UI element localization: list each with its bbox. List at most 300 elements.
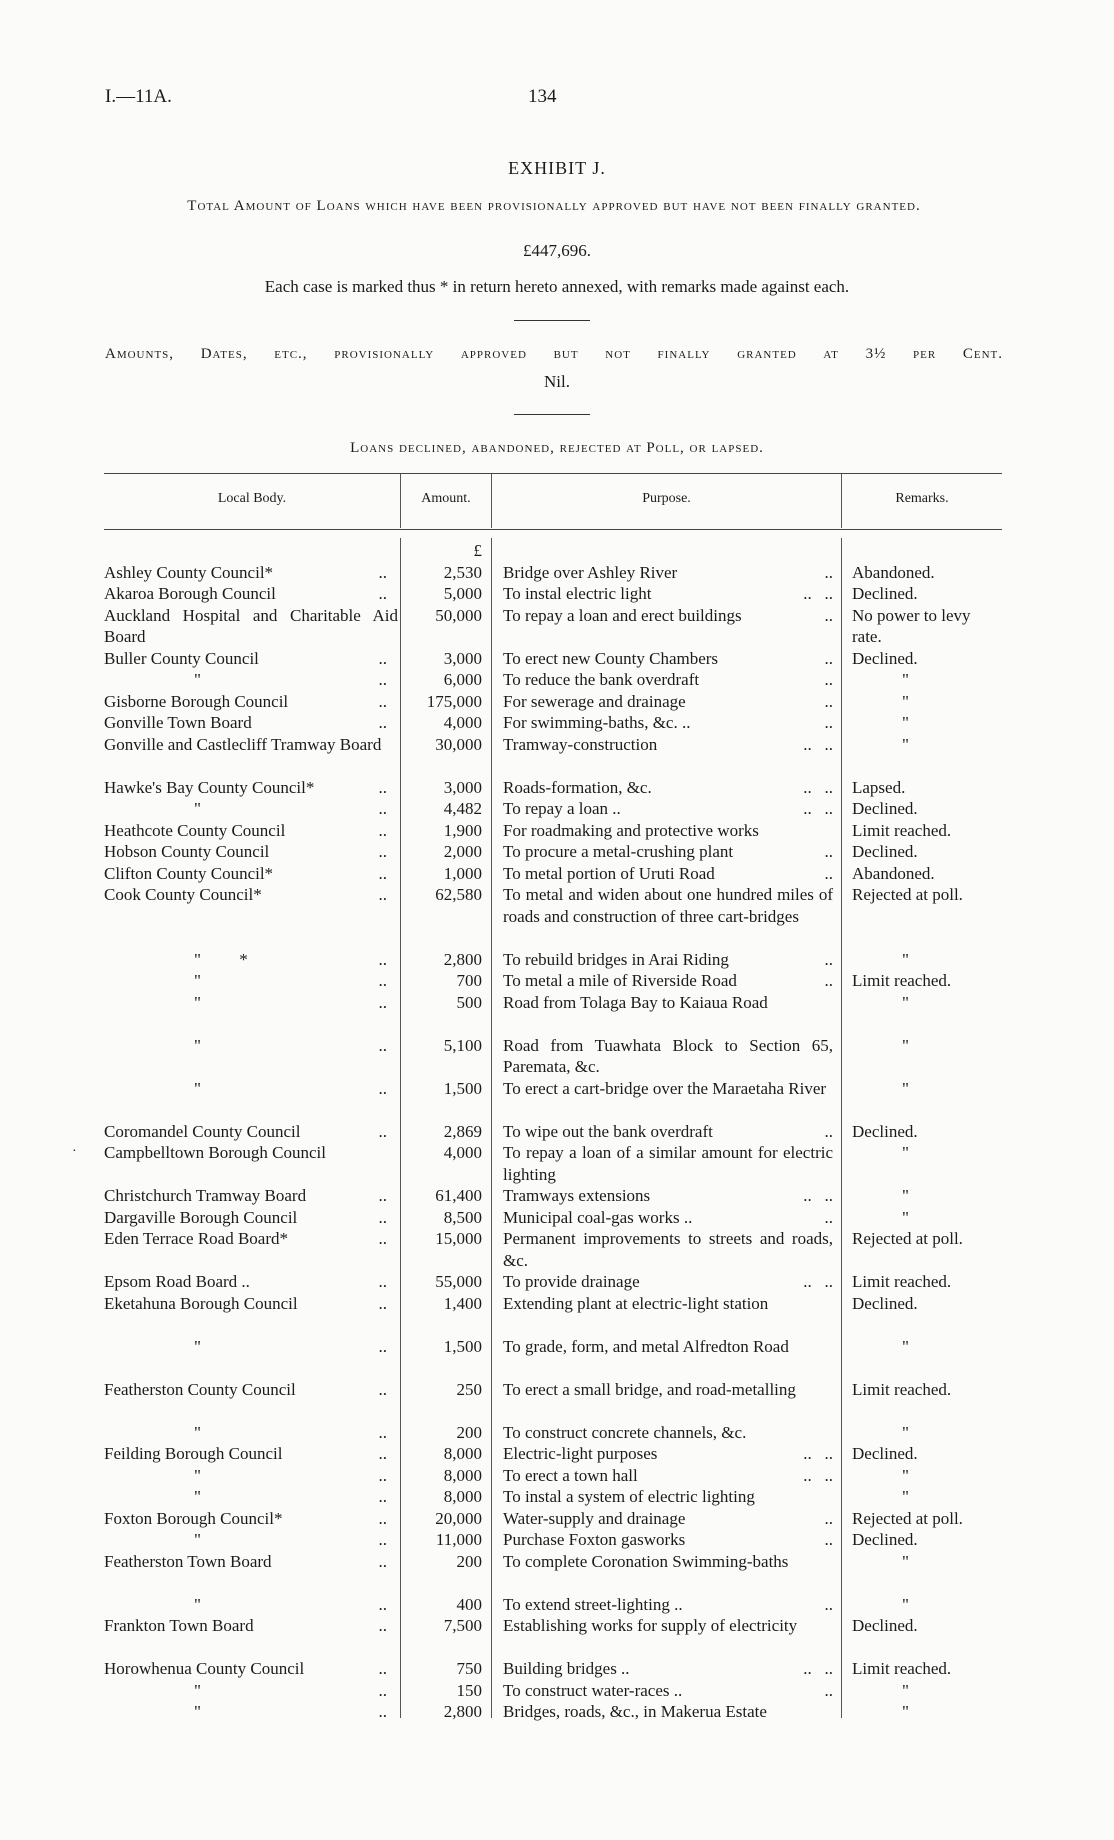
purpose-cell (503, 1615, 833, 1637)
local-body-cell (104, 1529, 395, 1551)
margin-mark: · (72, 1144, 77, 1159)
leader-dots: .. (378, 1035, 387, 1055)
leader-dots: .. (824, 1207, 833, 1227)
local-body-cell (104, 992, 395, 1014)
purpose-cell (503, 1207, 833, 1229)
purpose-text: To metal a mile of Riverside Road (503, 971, 737, 990)
leader-dots: .. (378, 1530, 387, 1549)
remarks-text: " (902, 1207, 909, 1227)
table-row (0, 1336, 1114, 1379)
leader-dots: .. (824, 1594, 833, 1614)
table-row (0, 1486, 1114, 1508)
remarks-text: Declined. (852, 1530, 918, 1549)
leader-dots: .. (378, 949, 387, 969)
leader-dots: .. (378, 1659, 387, 1678)
local-body-name: Hawke's Bay County Council* (104, 777, 315, 797)
amount-cell: 400 (456, 1594, 482, 1614)
remarks-cell (852, 1293, 1002, 1315)
amount-cell: 50,000 (435, 605, 482, 625)
purpose-text: To extend street-lighting .. (503, 1594, 683, 1614)
purpose-text: To provide drainage (503, 1272, 640, 1291)
remarks-text: Limit reached. (852, 971, 952, 990)
leader-dots: .. (824, 971, 833, 990)
purpose-cell (503, 1701, 833, 1723)
local-body-cell (104, 1422, 395, 1444)
local-body-cell (104, 1615, 395, 1637)
table-row (0, 734, 1114, 777)
local-body-name: Heathcote County Council (104, 820, 286, 840)
remarks-text: Declined. (852, 584, 918, 603)
remarks-text: " (902, 992, 909, 1012)
amount-cell: 61,400 (435, 1186, 482, 1205)
leader-dots: .. (378, 1444, 387, 1463)
local-body-cell (104, 734, 398, 756)
purpose-text: Water-supply and drainage (503, 1508, 686, 1528)
remarks-cell (852, 1379, 1002, 1401)
purpose-text: Municipal coal-gas works .. (503, 1207, 693, 1227)
leader-dots: .. (378, 1465, 387, 1485)
remarks-cell (852, 605, 1002, 648)
local-body-cell (104, 605, 398, 648)
document-reference: I.—11A. (105, 86, 172, 107)
leader-dots: .. (824, 691, 833, 711)
amount-cell: 700 (456, 971, 482, 990)
amount-cell: 6,000 (443, 670, 482, 689)
leader-dots: .. (378, 713, 387, 732)
leader-dots: .. (824, 648, 833, 668)
table-row (0, 1680, 1114, 1702)
provisional-heading: Amounts, Dates, etc., provisionally approved but not finally granted at 3½ per Cent. (105, 346, 1003, 362)
table-top-rule (104, 473, 1002, 474)
leader-dots: .. (824, 562, 833, 582)
table-row (0, 949, 1114, 971)
local-body-cell (104, 1658, 395, 1680)
purpose-text: To repay a loan .. (503, 799, 621, 818)
table-row (0, 1293, 1114, 1336)
local-body-cell (104, 562, 395, 584)
purpose-text: Electric-light purposes (503, 1444, 658, 1463)
table-row (0, 1615, 1114, 1658)
remarks-text: " (902, 949, 909, 969)
remarks-cell (852, 863, 1002, 885)
amount-cell: 11,000 (435, 1530, 482, 1549)
purpose-cell (503, 1142, 833, 1185)
leader-dots: .. (378, 584, 387, 603)
amount-cell: 5,100 (443, 1035, 482, 1055)
leader-dots: .. (378, 691, 387, 711)
purpose-text: Establishing works for supply of electricity (503, 1616, 798, 1635)
local-body-name: Christchurch Tramway Board (104, 1186, 307, 1205)
remarks-cell (852, 1529, 1002, 1551)
purpose-cell (503, 1658, 833, 1680)
local-body-cell (104, 1508, 395, 1530)
local-body-name: " (194, 1594, 201, 1614)
remarks-text: " (902, 1465, 909, 1485)
remarks-text: Lapsed. (852, 777, 906, 797)
remarks-cell (852, 1336, 1002, 1358)
remarks-cell (852, 712, 1002, 734)
remarks-cell (852, 1207, 1002, 1229)
remarks-text: " (902, 1680, 909, 1700)
remarks-text: Rejected at poll. (852, 1508, 963, 1528)
purpose-text: To reduce the bank overdraft (503, 670, 700, 689)
purpose-cell (503, 1551, 833, 1573)
table-row (0, 1271, 1114, 1293)
remarks-text: Rejected at poll. (852, 885, 963, 904)
amount-cell: 2,000 (443, 842, 482, 861)
purpose-cell (503, 1185, 833, 1207)
remarks-cell (852, 1594, 1002, 1616)
leader-dots: .. .. (803, 1444, 833, 1463)
remarks-cell (852, 1486, 1002, 1508)
remarks-text: " (902, 1336, 909, 1356)
purpose-cell (503, 970, 833, 992)
local-body-name: " (194, 799, 201, 818)
table-row (0, 884, 1114, 949)
leader-dots: .. (378, 971, 387, 990)
remarks-cell (852, 1551, 1002, 1573)
table-row (0, 712, 1114, 734)
table-row (0, 669, 1114, 691)
local-body-cell (104, 1035, 395, 1057)
remarks-cell (852, 1658, 1002, 1680)
purpose-text: To instal electric light (503, 584, 652, 603)
purpose-text: To rebuild bridges in Arai Riding (503, 949, 729, 969)
remarks-text: " (902, 670, 909, 689)
purpose-cell (503, 863, 833, 885)
leader-dots: .. .. (803, 584, 833, 603)
remarks-text: " (902, 734, 909, 754)
table-row (0, 1508, 1114, 1530)
remarks-cell (852, 949, 1002, 971)
leader-dots: .. (824, 1680, 833, 1700)
leader-dots: .. (824, 863, 833, 883)
remarks-text: Limit reached. (852, 820, 952, 840)
total-amount: £447,696. (523, 241, 591, 260)
local-body-name: Clifton County Council* (104, 863, 274, 883)
purpose-cell (503, 1594, 833, 1616)
amount-cell: 8,000 (443, 1465, 482, 1485)
table-row (0, 605, 1114, 648)
amount-cell: 250 (456, 1379, 482, 1399)
leader-dots: .. (378, 799, 387, 818)
remarks-cell (852, 1701, 1002, 1723)
amount-cell: 5,000 (443, 584, 482, 603)
leader-dots: .. (378, 1293, 387, 1313)
remarks-text: Declined. (852, 842, 918, 861)
local-body-name: Featherston Town Board (104, 1551, 272, 1571)
remarks-cell (852, 777, 1002, 799)
table-row (0, 1121, 1114, 1143)
amount-cell: 200 (456, 1422, 482, 1442)
amount-cell: 4,000 (443, 713, 482, 732)
local-body-cell (104, 1336, 395, 1358)
amount-cell: 750 (456, 1659, 482, 1678)
local-body-name: Dargaville Borough Council (104, 1207, 298, 1227)
purpose-text: Purchase Foxton gasworks (503, 1530, 686, 1549)
purpose-cell (503, 992, 833, 1014)
local-body-name: " (194, 1680, 201, 1700)
leader-dots: .. (378, 1207, 387, 1227)
page-number: 134 (528, 86, 557, 107)
purpose-cell (503, 648, 833, 670)
local-body-name: Akaroa Borough Council (104, 584, 276, 603)
local-body-cell (104, 841, 395, 863)
remarks-cell (852, 992, 1002, 1014)
purpose-text: Road from Tuawhata Block to Section 65, Paremata, &c. (503, 1035, 833, 1076)
leader-dots: .. (824, 670, 833, 689)
table-row (0, 798, 1114, 820)
amount-cell: 2,869 (443, 1121, 482, 1141)
purpose-text: Building bridges .. (503, 1659, 630, 1678)
local-body-name: " * (194, 949, 248, 969)
local-body-cell (104, 820, 395, 842)
remarks-cell (852, 734, 1002, 756)
purpose-text: Bridges, roads, &c., in Makerua Estate (503, 1702, 767, 1721)
leader-dots: .. (378, 863, 387, 883)
amount-cell: 1,500 (443, 1078, 482, 1098)
local-body-name: Ashley County Council* (104, 562, 274, 582)
local-body-cell (104, 648, 395, 670)
local-body-name: " (194, 1530, 201, 1549)
purpose-text: To metal portion of Uruti Road (503, 863, 715, 883)
amount-cell: 3,000 (443, 648, 482, 668)
table-row (0, 777, 1114, 799)
table-row (0, 970, 1114, 992)
purpose-cell (503, 583, 833, 605)
table-row (0, 1078, 1114, 1121)
leader-dots: .. (378, 1508, 387, 1528)
leader-dots: .. (378, 1551, 387, 1571)
purpose-cell (503, 669, 833, 691)
purpose-cell (503, 1228, 833, 1271)
declined-heading: Loans declined, abandoned, rejected at Poll, or lapsed. (350, 440, 764, 456)
table-row (0, 1379, 1114, 1422)
table-row (0, 691, 1114, 713)
leader-dots: .. (824, 1508, 833, 1528)
purpose-text: To construct water-races .. (503, 1680, 683, 1700)
local-body-cell (104, 669, 395, 691)
remarks-text: " (902, 1422, 909, 1442)
purpose-text: Tramways extensions (503, 1186, 651, 1205)
purpose-cell (503, 1422, 833, 1444)
purpose-cell (503, 734, 833, 756)
table-row (0, 1228, 1114, 1271)
table-row (0, 1658, 1114, 1680)
local-body-name: Cook County Council* (104, 885, 262, 904)
remarks-text: " (902, 691, 909, 711)
leader-dots: .. .. (803, 799, 833, 818)
local-body-name: Gisborne Borough Council (104, 691, 289, 711)
divider-rule (514, 414, 590, 415)
purpose-text: Tramway-construction (503, 734, 658, 754)
purpose-text: To instal a system of electric lighting (503, 1487, 755, 1506)
amount-cell: 200 (456, 1551, 482, 1571)
table-row (0, 1035, 1114, 1078)
purpose-cell (503, 884, 833, 927)
local-body-cell (104, 1228, 395, 1250)
amount-cell: 2,530 (443, 562, 482, 582)
local-body-name: " (194, 1702, 201, 1721)
purpose-cell (503, 1336, 833, 1358)
table-row (0, 992, 1114, 1035)
local-body-cell (104, 777, 395, 799)
purpose-cell (503, 1293, 833, 1315)
remarks-text: " (902, 1551, 909, 1571)
amount-cell: 1,900 (443, 820, 482, 840)
amount-cell: 4,000 (443, 1143, 482, 1162)
leader-dots: .. (378, 670, 387, 689)
column-header-purpose: Purpose. (642, 491, 691, 506)
local-body-cell (104, 712, 395, 734)
leader-dots: .. (378, 1186, 387, 1205)
leader-dots: .. (824, 842, 833, 861)
local-body-cell (104, 1293, 395, 1315)
purpose-text: Road from Tolaga Bay to Kaiaua Road (503, 992, 768, 1012)
asterisk-note: Each case is marked thus * in return hereto annexed, with remarks made against each. (264, 277, 850, 296)
local-body-cell (104, 583, 395, 605)
local-body-name: Hobson County Council (104, 842, 270, 861)
purpose-text: Permanent improvements to streets and roads, &c. (503, 1229, 833, 1270)
remarks-text: Declined. (852, 1293, 918, 1313)
purpose-text: For roadmaking and protective works (503, 820, 759, 840)
local-body-name: Foxton Borough Council* (104, 1508, 283, 1528)
remarks-cell (852, 1035, 1002, 1057)
table-row (0, 583, 1114, 605)
local-body-name: " (194, 1078, 201, 1098)
divider-rule (514, 320, 590, 321)
local-body-cell (104, 884, 395, 906)
leader-dots: .. (378, 1487, 387, 1506)
exhibit-title: EXHIBIT J. (508, 158, 606, 178)
local-body-name: " (194, 1336, 201, 1356)
purpose-text: To complete Coronation Swimming-baths (503, 1551, 789, 1571)
purpose-text: To erect new County Chambers (503, 648, 719, 668)
purpose-cell (503, 1508, 833, 1530)
table-row (0, 1142, 1114, 1185)
purpose-text: To metal and widen about one hundred miles of roads and construction of three cart-bridges (503, 885, 833, 926)
remarks-cell (852, 1121, 1002, 1143)
purpose-text: To grade, form, and metal Alfredton Road (503, 1336, 789, 1356)
local-body-name: Featherston County Council (104, 1379, 296, 1399)
amount-cell: 1,400 (443, 1293, 482, 1313)
local-body-name: Gonville Town Board (104, 713, 252, 732)
remarks-text: Declined. (852, 1616, 918, 1635)
remarks-text: Limit reached. (852, 1272, 952, 1291)
leader-dots: .. (378, 1422, 387, 1442)
leader-dots: .. .. (803, 777, 833, 797)
remarks-text: " (902, 1186, 909, 1205)
local-body-cell (104, 1142, 398, 1164)
table-row (0, 1443, 1114, 1465)
leader-dots: .. (378, 777, 387, 797)
leader-dots: .. (378, 1121, 387, 1141)
local-body-name: Eden Terrace Road Board* (104, 1229, 289, 1248)
remarks-text: " (902, 713, 909, 732)
remarks-cell (852, 1615, 1002, 1637)
local-body-name: Eketahuna Borough Council (104, 1293, 298, 1313)
leader-dots: .. (378, 562, 387, 582)
remarks-cell (852, 820, 1002, 842)
local-body-name: Horowhenua County Council (104, 1659, 305, 1678)
purpose-text: For swimming-baths, &c. .. (503, 713, 691, 732)
amount-cell: 1,500 (443, 1336, 482, 1356)
column-header-local-body: Local Body. (217, 491, 287, 506)
total-loans-heading: Total Amount of Loans which have been provisionally approved but have not been finally granted. (187, 198, 921, 214)
table-row (0, 1594, 1114, 1616)
purpose-text: To procure a metal-crushing plant (503, 842, 734, 861)
local-body-cell (104, 863, 395, 885)
local-body-name: " (194, 1035, 201, 1055)
amount-cell: 62,580 (435, 885, 482, 904)
remarks-text: " (902, 1078, 909, 1098)
purpose-cell (503, 691, 833, 713)
local-body-cell (104, 1207, 395, 1229)
leader-dots: .. .. (803, 1272, 833, 1291)
leader-dots: .. (824, 1530, 833, 1549)
remarks-text: " (902, 1143, 909, 1162)
purpose-cell (503, 1121, 833, 1143)
remarks-cell (852, 1508, 1002, 1530)
currency-symbol: £ (473, 541, 482, 560)
local-body-cell (104, 1680, 395, 1702)
amount-cell: 2,800 (443, 949, 482, 969)
table-row (0, 1529, 1114, 1551)
table-row (0, 1701, 1114, 1723)
amount-cell: 20,000 (435, 1508, 482, 1528)
purpose-cell (503, 841, 833, 863)
remarks-text: " (902, 1702, 909, 1721)
remarks-text: No power to levy rate. (852, 605, 971, 646)
purpose-text: For sewerage and drainage (503, 691, 686, 711)
purpose-text: Roads-formation, &c. (503, 777, 652, 797)
local-body-name: Gonville and Castlecliff Tramway Board (104, 734, 382, 754)
remarks-cell (852, 1422, 1002, 1444)
purpose-cell (503, 712, 833, 734)
purpose-text: To erect a cart-bridge over the Maraetaha River (503, 1078, 827, 1098)
currency-row (0, 540, 1114, 562)
amount-cell: 15,000 (435, 1229, 482, 1248)
table-row (0, 1185, 1114, 1207)
leader-dots: .. (378, 1078, 387, 1098)
table-row (0, 863, 1114, 885)
remarks-text: Limit reached. (852, 1659, 952, 1678)
remarks-cell (852, 1078, 1002, 1100)
remarks-cell (852, 562, 1002, 584)
purpose-text: Bridge over Ashley River (503, 562, 678, 582)
local-body-name: Coromandel County Council (104, 1121, 301, 1141)
amount-cell: 8,000 (443, 1444, 482, 1463)
local-body-cell (104, 1701, 395, 1723)
local-body-cell (104, 949, 395, 971)
table-row (0, 1465, 1114, 1487)
purpose-cell (503, 1680, 833, 1702)
table-row (0, 820, 1114, 842)
purpose-text: Extending plant at electric-light station (503, 1293, 769, 1313)
remarks-text: " (902, 1487, 909, 1506)
local-body-cell (104, 1121, 395, 1143)
leader-dots: .. (824, 949, 833, 969)
remarks-cell (852, 1680, 1002, 1702)
local-body-name: Frankton Town Board (104, 1616, 254, 1635)
leader-dots: .. (378, 1336, 387, 1356)
local-body-name: Campbelltown Borough Council (104, 1143, 326, 1162)
local-body-cell (104, 1379, 395, 1401)
amount-cell: 4,482 (443, 799, 482, 818)
purpose-cell (503, 1035, 833, 1078)
local-body-name: " (194, 670, 201, 689)
local-body-cell (104, 1465, 395, 1487)
